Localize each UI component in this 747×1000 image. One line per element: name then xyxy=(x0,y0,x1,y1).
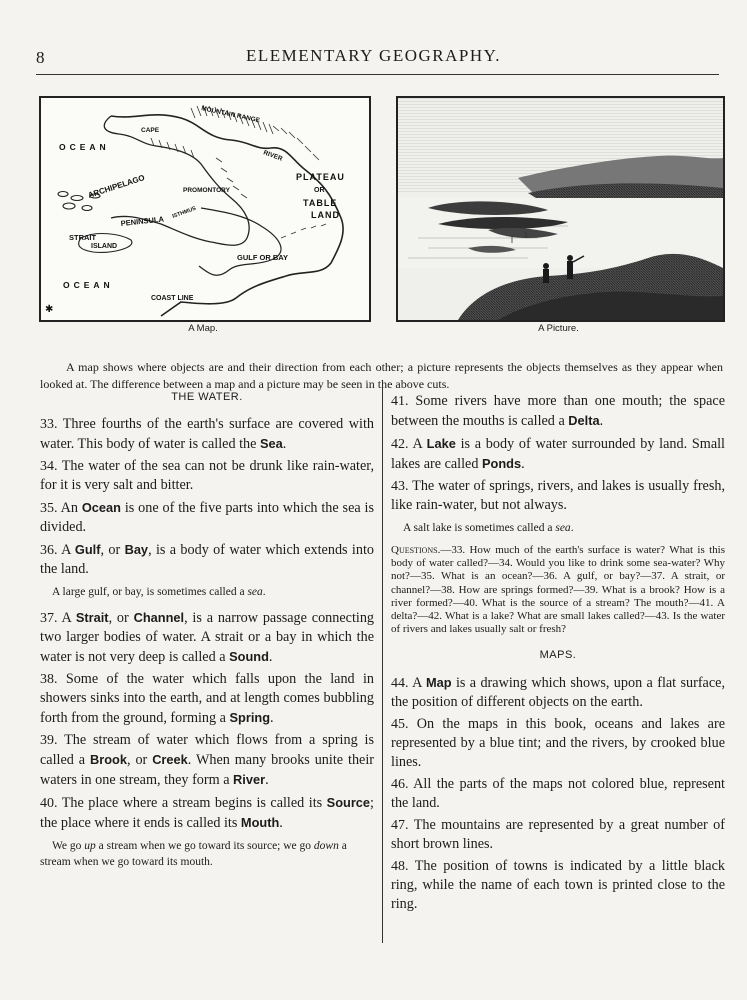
paragraph-39 xyxy=(40,731,374,790)
landscape-engraving xyxy=(398,98,723,320)
paragraph-text: . xyxy=(599,413,604,429)
paragraph-47 xyxy=(391,816,725,854)
picture-caption: A Picture. xyxy=(538,323,579,334)
note-text: We go xyxy=(52,840,85,852)
paragraph-41 xyxy=(391,392,725,431)
paragraph-text: , or xyxy=(108,610,134,626)
paragraph-text: , is a narrow passage connecting two larger bodies of water. A strait or a bay in which the water is not very deep is called a xyxy=(40,610,375,665)
map-label-peninsula: PENINSULA xyxy=(120,214,165,228)
note-emphasis: sea xyxy=(247,586,263,598)
note-text: a stream when we go toward its source; we go xyxy=(95,840,314,852)
map-label-land: LAND xyxy=(311,210,340,220)
keyword-ponds: Ponds xyxy=(481,456,522,471)
keyword-channel: Channel xyxy=(133,610,185,625)
map-label-ocean-top: OCEAN xyxy=(59,142,110,152)
paragraph-34 xyxy=(40,457,374,495)
section-heading-water: THE WATER. xyxy=(171,391,243,403)
note-text: A salt lake is sometimes called a xyxy=(403,522,556,534)
keyword-spring: Spring xyxy=(229,710,271,725)
paragraph-text: All the parts of the maps not colored blue, represent the land. xyxy=(391,776,725,812)
paragraph-text: The place where a stream begins is called its xyxy=(61,795,327,811)
paragraph-number: 45. xyxy=(391,717,409,733)
keyword-sea: Sea xyxy=(259,436,283,451)
paragraph-43 xyxy=(391,477,725,515)
paragraph-48 xyxy=(391,857,725,914)
keyword-bay: Bay xyxy=(124,542,149,557)
map-label-cape: CAPE xyxy=(141,127,160,134)
paragraph-number: 40. xyxy=(40,796,58,811)
map-label-strait: STRAIT xyxy=(69,233,97,242)
review-questions xyxy=(391,544,725,636)
keyword-source: Source xyxy=(326,795,371,810)
keyword-strait: Strait xyxy=(75,610,109,625)
paragraph-number: 44. xyxy=(391,676,409,692)
column-divider xyxy=(382,388,383,943)
keyword-delta: Delta xyxy=(568,413,600,428)
map-label-river: RIVER xyxy=(262,149,284,163)
paragraph-35 xyxy=(40,498,374,537)
paragraph-number: 36. xyxy=(40,543,58,558)
page-number: 8 xyxy=(36,48,45,67)
paragraph-text: is a drawing which shows, upon a flat surface, the position of different objects on the earth. xyxy=(391,675,726,711)
keyword-ocean: Ocean xyxy=(81,500,121,515)
paragraph-text: is a body of water surrounded by land. Small lakes are called xyxy=(391,436,725,472)
paragraph-text: An xyxy=(60,500,82,516)
note-text: . xyxy=(570,522,574,534)
paragraph-45 xyxy=(391,715,725,772)
left-column xyxy=(40,388,374,878)
paragraph-text: The water of springs, rivers, and lakes is usually fresh, like rain-water, but not always. xyxy=(391,478,725,513)
paragraph-text: . When many brooks unite their waters in one stream, they form a xyxy=(40,752,374,788)
map-label-island: ISLAND xyxy=(91,243,118,250)
paragraph-text: A xyxy=(412,436,427,452)
paragraph-text: . xyxy=(265,772,269,788)
paragraph-38 xyxy=(40,670,374,728)
map-label-isthmus: ISTHMUS xyxy=(171,205,197,220)
paragraph-text: A xyxy=(412,675,426,692)
landscape-picture xyxy=(396,96,725,322)
paragraph-number: 37. xyxy=(40,611,58,626)
paragraph-text: The position of towns is indicated by a little black ring, while the name of each town is printed close to the ring. xyxy=(391,858,725,913)
note-emphasis: sea xyxy=(555,522,571,534)
keyword-sound: Sound xyxy=(229,649,269,664)
paragraph-number: 42. xyxy=(391,437,409,452)
paragraph-text: . xyxy=(279,815,283,831)
keyword-creek: Creek xyxy=(152,752,188,767)
keyword-gulf: Gulf xyxy=(74,542,101,557)
map-drawing xyxy=(41,98,369,320)
paragraph-number: 43. xyxy=(391,479,409,494)
paragraph-text: , or xyxy=(100,542,125,558)
paragraph-text: Three fourths of the earth's surface are covered with water. This body of water is called the xyxy=(40,416,374,452)
keyword-map: Map xyxy=(425,675,452,691)
map-illustration xyxy=(39,96,371,322)
paragraph-44 xyxy=(391,673,725,712)
paragraph-text: A xyxy=(61,610,76,626)
note-43 xyxy=(403,520,725,536)
note-emphasis: up xyxy=(84,840,96,852)
map-label-archipelago: ARCHIPELAGO xyxy=(86,173,146,200)
paragraph-number: 35. xyxy=(40,501,58,516)
header-rule xyxy=(36,74,719,75)
note-emphasis: down xyxy=(313,840,339,852)
note-40 xyxy=(40,838,374,870)
paragraph-text: Some of the water which falls upon the land in showers sinks into the earth, and at length comes bubbling forth from the ground, forming a xyxy=(40,671,374,726)
paragraph-text: . xyxy=(268,649,273,665)
paragraph-text: A xyxy=(61,542,75,558)
map-caption: A Map. xyxy=(188,323,218,334)
paragraph-text: . xyxy=(282,436,287,452)
note-text: A large gulf, or bay, is sometimes called a xyxy=(52,586,248,598)
map-label-ocean-bottom: OCEAN xyxy=(63,280,114,290)
paragraph-text: On the maps in this book, oceans and lakes are represented by a blue tint; and the rivers, by crooked blue lines. xyxy=(391,716,725,771)
map-label-mountain-range: MOUNTAIN RANGE xyxy=(200,105,261,125)
questions-text: —33. How much of the earth's surface is water? What is this body of water called?—34. Would you like to drink some sea-water? Why not?—35. What is an ocean?—36. A gulf, or bay?—37. A strait, or channel?—38. How are springs formed?—39. What is a brook? How is a river formed?—40. What is the source of a stream? The mouth?—41. A delta?—42. What is a lake? What are small lakes called?—43. Is the water of rivers and lakes usually salt or fresh? xyxy=(391,544,725,636)
map-label-coast-line: COAST LINE xyxy=(151,295,194,302)
paragraph-number: 38. xyxy=(40,672,58,687)
paragraph-42 xyxy=(391,434,725,474)
keyword-river: River xyxy=(233,772,266,787)
paragraph-text: . xyxy=(270,710,274,726)
note-36 xyxy=(52,584,374,600)
paragraph-text: The stream of water which flows from a spring is called a xyxy=(40,732,374,768)
running-title: ELEMENTARY GEOGRAPHY. xyxy=(246,46,501,65)
paragraph-number: 34. xyxy=(40,459,58,474)
paragraph-text: ; the place where it ends is called its xyxy=(40,795,374,831)
paragraph-40 xyxy=(40,793,374,833)
paragraph-37 xyxy=(40,608,374,667)
keyword-brook: Brook xyxy=(90,752,127,767)
right-column xyxy=(391,392,725,917)
paragraph-number: 46. xyxy=(391,777,409,793)
paragraph-text: , is a body of water which extends into the land. xyxy=(40,542,374,577)
map-label-or: OR xyxy=(314,187,325,194)
paragraph-number: 39. xyxy=(40,733,58,748)
paragraph-36 xyxy=(40,540,374,579)
paragraph-text: . xyxy=(521,456,525,472)
map-label-gulf-or-bay: GULF OR BAY xyxy=(237,253,288,262)
keyword-lake: Lake xyxy=(426,436,456,451)
questions-label: Questions. xyxy=(391,544,441,556)
paragraph-text: The water of the sea can not be drunk like rain-water, for it is very salt and bitter. xyxy=(40,458,374,493)
keyword-mouth: Mouth xyxy=(240,815,280,830)
map-label-table: TABLE xyxy=(303,198,338,208)
paragraph-text: , or xyxy=(126,752,153,768)
section-heading-maps: MAPS. xyxy=(539,649,577,662)
intro-paragraph: A map shows where objects are and their direction from each other; a picture represents the objects themselves as they appear when looked at. The difference between a map and a picture may be seen in the above cuts. xyxy=(40,360,723,391)
paragraph-text: Some rivers have more than one mouth; the space between the mouths is called a xyxy=(391,393,725,429)
note-text: a stream when we go toward its mouth. xyxy=(40,840,347,868)
note-text: . xyxy=(262,586,266,598)
map-label-promontory: PROMONTORY xyxy=(183,187,230,194)
paragraph-text: is one of the five parts into which the sea is divided. xyxy=(40,500,375,535)
paragraph-number: 41. xyxy=(391,394,409,409)
paragraph-number: 33. xyxy=(40,417,58,432)
paragraph-33 xyxy=(40,415,374,454)
paragraph-number: 47. xyxy=(391,818,409,834)
map-corner-mark: ✱ xyxy=(45,304,54,315)
map-label-plateau: PLATEAU xyxy=(296,172,345,182)
paragraph-number: 48. xyxy=(391,859,409,875)
paragraph-46 xyxy=(391,775,725,813)
paragraph-text: The mountains are represented by a great number of short brown lines. xyxy=(391,817,725,853)
